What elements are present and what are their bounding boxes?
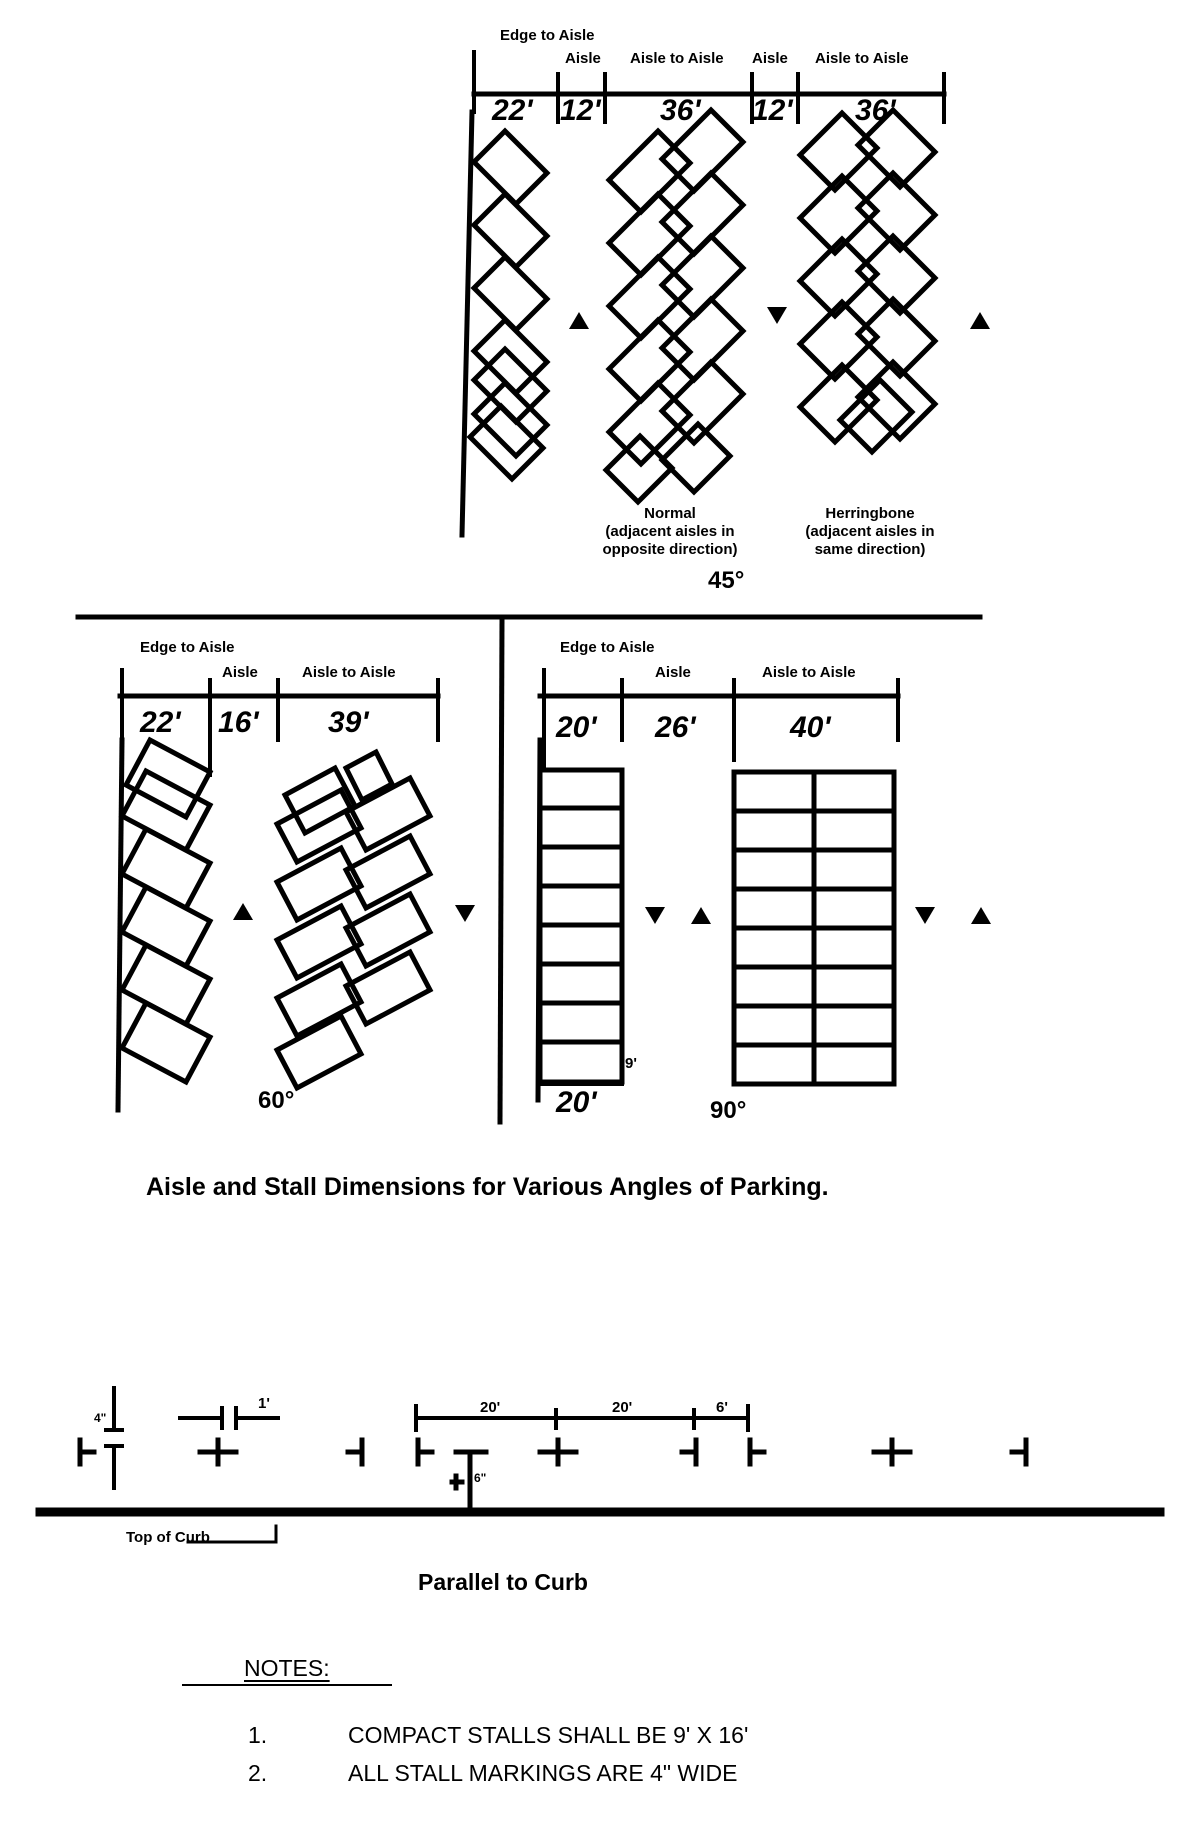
labels-parallel	[94, 1395, 728, 1595]
note-number: 2.	[248, 1760, 268, 1786]
header-aisle-to-aisle: Aisle to Aisle	[762, 664, 856, 681]
dimension-label: 20'	[612, 1399, 633, 1416]
parallel-caption: Parallel to Curb	[418, 1569, 588, 1595]
angle-label: 90°	[710, 1097, 747, 1124]
header-edge-to-aisle: Edge to Aisle	[560, 639, 655, 656]
figure-caption: Aisle and Stall Dimensions for Various Angles of Parking.	[146, 1173, 829, 1201]
notes-underline	[182, 1684, 392, 1686]
stalls-90-double	[734, 772, 894, 1084]
diagram-parallel	[40, 1388, 1160, 1542]
dimension-label: 26'	[655, 711, 696, 744]
diagram-90-degree	[538, 670, 991, 1100]
dimension-label: 1'	[258, 1395, 270, 1412]
caption-normal: (adjacent aisles in	[605, 523, 735, 540]
arrow-down-icon	[767, 307, 787, 324]
header-aisle-to-aisle: Aisle to Aisle	[815, 50, 909, 67]
stall-markers	[80, 1440, 1026, 1512]
stalls-45-edge	[470, 131, 547, 479]
arrow-up-icon	[971, 907, 991, 924]
stall-width-label: 9'	[625, 1055, 637, 1072]
caption-normal: Normal	[644, 505, 696, 522]
caption-herringbone: Herringbone	[825, 505, 915, 522]
arrow-up-icon	[970, 312, 990, 329]
arrow-up-icon	[691, 907, 711, 924]
diagram-45-degree	[462, 52, 990, 535]
dimension-label: 16'	[218, 706, 259, 739]
header-aisle: Aisle	[565, 50, 601, 67]
dimension-label: 39'	[328, 706, 369, 739]
note-number: 1.	[248, 1722, 268, 1748]
header-aisle: Aisle	[655, 664, 691, 681]
dimension-label: 36'	[660, 94, 701, 127]
stalls-60-double	[277, 752, 430, 1088]
top-of-curb-label: Top of Curb	[126, 1529, 210, 1546]
header-edge-to-aisle: Edge to Aisle	[140, 639, 235, 656]
notes-title: NOTES:	[244, 1655, 330, 1681]
header-aisle: Aisle	[752, 50, 788, 67]
caption-normal: opposite direction)	[602, 541, 738, 558]
header-aisle-to-aisle: Aisle to Aisle	[630, 50, 724, 67]
stall-length-label: 20'	[556, 1086, 597, 1119]
arrow-down-icon	[645, 907, 665, 924]
divider-vertical	[500, 620, 502, 1122]
header-aisle: Aisle	[222, 664, 258, 681]
dimension-label: 12'	[560, 94, 601, 127]
flow-arrows-60	[233, 903, 475, 922]
note-text: ALL STALL MARKINGS ARE 4" WIDE	[348, 1760, 738, 1786]
caption-herringbone: (adjacent aisles in	[805, 523, 935, 540]
dimension-label: 12'	[752, 94, 793, 127]
dimension-label: 22'	[140, 706, 181, 739]
dimension-label: 36'	[855, 94, 896, 127]
dimension-label: 20'	[480, 1399, 501, 1416]
arrow-up-icon	[233, 903, 253, 920]
note-item	[248, 1760, 737, 1787]
header-edge-to-aisle: Edge to Aisle	[500, 27, 595, 44]
stalls-60-edge	[122, 740, 210, 1082]
angle-label: 45°	[708, 567, 745, 594]
dimension-label: 4"	[94, 1411, 107, 1425]
dimension-label: 20'	[556, 711, 597, 744]
arrow-up-icon	[569, 312, 589, 329]
labels-90	[555, 639, 856, 1124]
dimension-label: 40'	[790, 711, 831, 744]
arrow-down-icon	[455, 905, 475, 922]
flow-arrows-90	[645, 907, 991, 924]
dimension-label: 22'	[492, 94, 533, 127]
dimension-label: 6'	[716, 1399, 728, 1416]
arrow-down-icon	[915, 907, 935, 924]
stalls-90-edge	[540, 770, 622, 1082]
dimension-label: 6"	[474, 1471, 487, 1485]
note-item	[248, 1722, 748, 1749]
header-aisle-to-aisle: Aisle to Aisle	[302, 664, 396, 681]
angle-label: 60°	[258, 1087, 295, 1114]
note-text: COMPACT STALLS SHALL BE 9' X 16'	[348, 1722, 749, 1748]
stalls-45-normal	[606, 110, 743, 502]
stalls-45-herringbone	[800, 110, 935, 452]
caption-herringbone: same direction)	[814, 541, 926, 558]
